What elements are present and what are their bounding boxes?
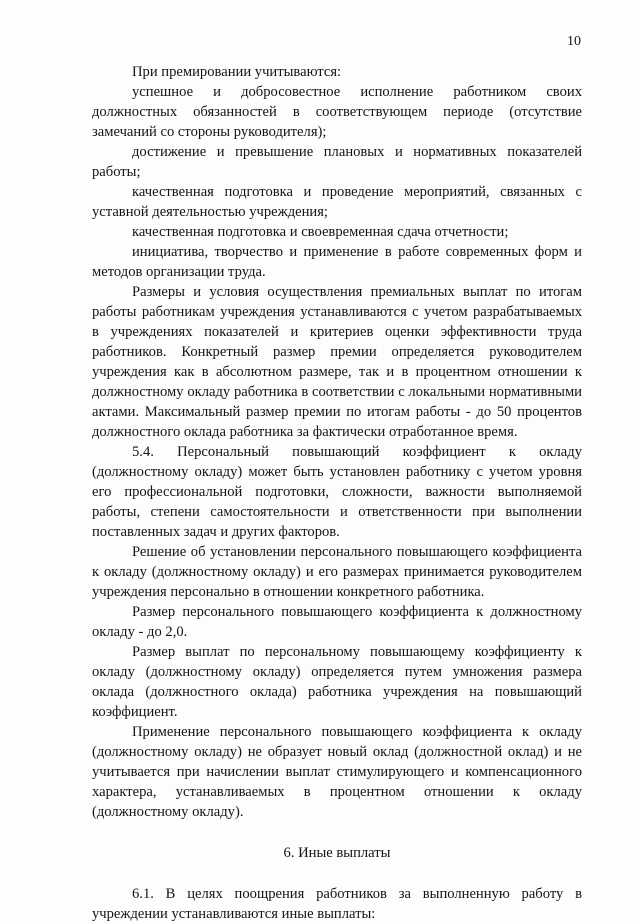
paragraph-coefficient-decision: Решение об установлении персонального повышающего коэффициента к окладу (должностному окладу) и его размерах принимается руководителем учреждения персонально в отношении конкретного работника. [92, 544, 582, 600]
paragraph-6-1: 6.1. В целях поощрения работников за выполненную работу в учреждении устанавливаются иные выплаты: [92, 886, 582, 922]
paragraph-coefficient-calculation: Размер выплат по персональному повышающему коэффициенту к окладу (должностному окладу) определяется путем умножения размера оклада (должностного оклада) работника учреждения на повышающий коэффициент. [92, 644, 582, 720]
page-number: 10 [567, 34, 581, 49]
paragraph-coefficient-application: Применение персонального повышающего коэффициента к окладу (должностному окладу) не образует новый оклад (должностной оклад) и не учитывается при начислении выплат стимулирующего и компенсационного характера, устанавливаемых в процентном отношении к окладу (должностному окладу). [92, 724, 582, 820]
section-heading-other-payments: 6. Иные выплаты [283, 845, 391, 861]
paragraph-bonus-criterion-4: качественная подготовка и своевременная сдача отчетности; [132, 224, 509, 240]
paragraph-5-4: 5.4. Персональный повышающий коэффициент к окладу (должностному окладу) может быть установлен работнику с учетом уровня его профессиональной подготовки, сложности, важности выполняемой работы, степени самостоятельности и ответственности при выполнении поставленных задач и других факторов. [92, 444, 582, 540]
paragraph-bonus-intro: При премировании учитываются: [132, 64, 342, 80]
paragraph-bonus-criterion-5: инициатива, творчество и применение в работе современных форм и методов организации труда. [92, 244, 582, 280]
paragraph-bonus-criterion-1: успешное и добросовестное исполнение работником своих должностных обязанностей в соответствующем периоде (отсутствие замечаний со стороны руководителя); [92, 84, 582, 140]
paragraph-bonus-criterion-2: достижение и превышение плановых и нормативных показателей работы; [92, 144, 582, 180]
paragraph-coefficient-size: Размер персонального повышающего коэффициента к должностному окладу - до 2,0. [92, 604, 582, 640]
paragraph-bonus-criterion-3: качественная подготовка и проведение мероприятий, связанных с уставной деятельностью учреждения; [92, 184, 582, 220]
paragraph-bonus-conditions: Размеры и условия осуществления премиальных выплат по итогам работы работникам учреждения устанавливаются с учетом разрабатываемых в учреждениях показателей и критериев оценки эффективности труда работников. Конкретный размер премии определяется руководителем учреждения как в абсолютном размере, так и в процентном отношении к должностному окладу работника в соответствии с локальными нормативными актами. Максимальный размер премии по итогам работы - до 50 процентов должностного оклада работника за фактически отработанное время. [92, 284, 582, 440]
document-body [92, 62, 582, 924]
